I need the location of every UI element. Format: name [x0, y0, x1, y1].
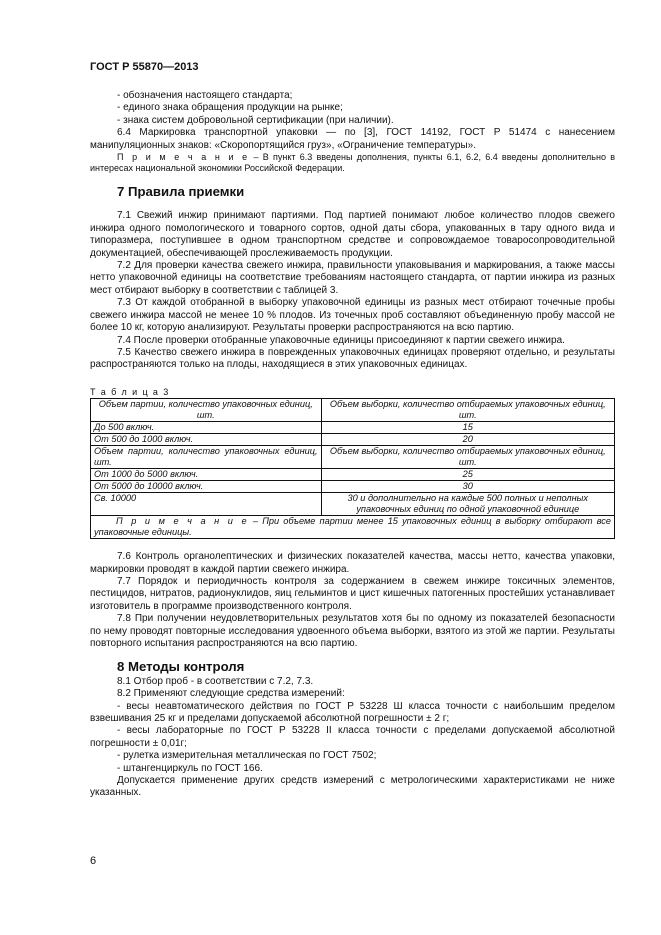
clause-7-2: 7.2 Для проверки качества свежего инжира, правильности упаковывания и маркирования, а также массы нетто упаковочной единицы на соответствие требованиям настоящего стандарта, от партии инжира из разных мест отбирают выборку в соответствии с таблицей 3. — [90, 260, 615, 296]
bullet-2: - единого знака обращения продукции на рынке; — [117, 102, 343, 114]
instrument-3: - рулетка измерительная металлическая по ГОСТ 7502; — [117, 750, 377, 762]
table-cell: 20 — [321, 434, 614, 446]
clause-7-8: 7.8 При получении неудовлетворительных результатов хотя бы по одному из показателей безопасности по нему проводят повторные исследования удвоенного объема выборки, взятого из этой же партии. Результаты повторного испытания распространяются на всю партию. — [90, 613, 615, 649]
table-row — [91, 493, 615, 516]
section-8-title: 8 Методы контроля — [117, 659, 245, 675]
document-body — [90, 90, 615, 800]
table-cell: От 500 до 1000 включ. — [91, 434, 322, 446]
table-note — [91, 516, 615, 539]
bullet-1: - обозначения настоящего стандарта; — [117, 90, 293, 101]
table-cell: От 1000 до 5000 включ. — [91, 469, 322, 481]
clause-6-4: 6.4 Маркировка транспортной упаковки — по [3], ГОСТ 14192, ГОСТ Р 51474 с нанесением манипуляционных знаков: «Скоропортящийся груз», «Ограничение температуры». — [90, 127, 615, 151]
table-cell: Св. 10000 — [91, 493, 322, 516]
table-cell: Объем партии, количество упаковочных единиц, шт. — [91, 446, 322, 469]
table-note-label: П р и м е ч а н и е — [116, 516, 249, 527]
table-3 — [90, 398, 615, 539]
instrument-4: - штангенциркуль по ГОСТ 166. — [117, 762, 263, 774]
table-cell: 30 — [321, 481, 614, 493]
clause-7-5: 7.5 Качество свежего инжира в поврежденных упаковочных единицах проверяют отдельно, и результаты распространяются только на плоды, находящиеся в этих упаковочных единицах. — [90, 346, 615, 371]
clause-8-2-last: Допускается применение других средств измерений с метрологическими характеристиками не ниже указанных. — [90, 775, 615, 799]
table-row — [91, 434, 615, 446]
table-caption: Т а б л и ц а 3 — [90, 386, 170, 397]
table-cell: Объем выборки, количество отбираемых упаковочных единиц, шт. — [321, 399, 614, 422]
table-cell: 30 и дополнительно на каждые 500 полных и неполных упаковочных единиц по одной упаковочной единице — [321, 493, 614, 516]
clause-7-7: 7.7 Порядок и периодичность контроля за содержанием в свежем инжире токсичных элементов, пестицидов, нитратов, радионуклидов, яиц гельминтов и цист кишечных патогенных простейших устанавливает изготовитель в программе производственного контроля. — [90, 575, 615, 612]
section-7-title: 7 Правила приемки — [117, 184, 245, 200]
page-header: ГОСТ Р 55870—2013 — [90, 61, 199, 73]
table-row — [91, 446, 615, 469]
table-cell: 15 — [321, 422, 614, 434]
instrument-1: - весы неавтоматического действия по ГОСТ Р 53228 Ш класса точности с наибольшим пределом взвешивания 25 кг и пределами допускаемой абсолютной погрешности ± 2 г; — [90, 700, 615, 724]
table-cell: До 500 включ. — [91, 422, 322, 434]
instrument-2: - весы лабораторные по ГОСТ Р 53228 II класса точности с пределами допускаемой абсолютной погрешности ± 0,01г; — [90, 725, 615, 749]
table-row — [91, 422, 615, 434]
bullet-3: - знака систем добровольной сертификации (при наличии). — [117, 114, 394, 126]
page-number: 6 — [90, 855, 97, 867]
clause-8-2: 8.2 Применяют следующие средства измерений: — [117, 688, 345, 700]
clause-7-1: 7.1 Свежий инжир принимают партиями. Под партией понимают любое количество плодов свежего инжира одного помологического и товарного сортов, одной даты сбора, упакованных в тару одного вида и типоразмера, поступившее в одном транспортном средстве и сопровождаемое товаросопроводительной документацией, обеспечивающей прослеживаемость продукции. — [90, 210, 615, 259]
clause-7-6: 7.6 Контроль органолептических и физических показателей качества, массы нетто, качества упаковки, маркировки проводят в каждой партии свежего инжира. — [90, 551, 615, 575]
table-row — [91, 469, 615, 481]
clause-7-4: 7.4 После проверки отобранные упаковочные единицы присоединяют к партии свежего инжира. — [117, 334, 565, 346]
table-cell: Объем партии, количество упаковочных единиц, шт. — [91, 399, 322, 422]
table-cell: Объем выборки, количество отбираемых упаковочных единиц, шт. — [321, 446, 614, 469]
table-cell: От 5000 до 10000 включ. — [91, 481, 322, 493]
clause-8-1: 8.1 Отбор проб - в соответствии с 7.2, 7.3. — [117, 675, 314, 687]
table-cell: 25 — [321, 469, 614, 481]
table-row — [91, 481, 615, 493]
note-label: П р и м е ч а н и е — [117, 152, 250, 163]
clause-7-3: 7.3 От каждой отобранной в выборку упаковочной единицы из разных мест отбирают точечные пробы свежего инжира массой не менее 10 % плодов. Из точечных проб составляют объединенную пробу массой не более 10 кг, которую анализируют. Результаты проверки распространяются на всю партию. — [90, 297, 615, 334]
table-row — [91, 399, 615, 422]
note-text: – В пункт 6.3 введены дополнения, пункты 6.1, 6.2, 6.4 введены дополнительно в интересах национальной экономики Российской Федерации. — [90, 152, 615, 174]
note-6 — [90, 152, 615, 174]
table-note-text: – При объеме партии менее 15 упаковочных единиц в выборку отбирают все упаковочные единицы. — [94, 516, 612, 538]
table-note-row — [91, 516, 615, 539]
